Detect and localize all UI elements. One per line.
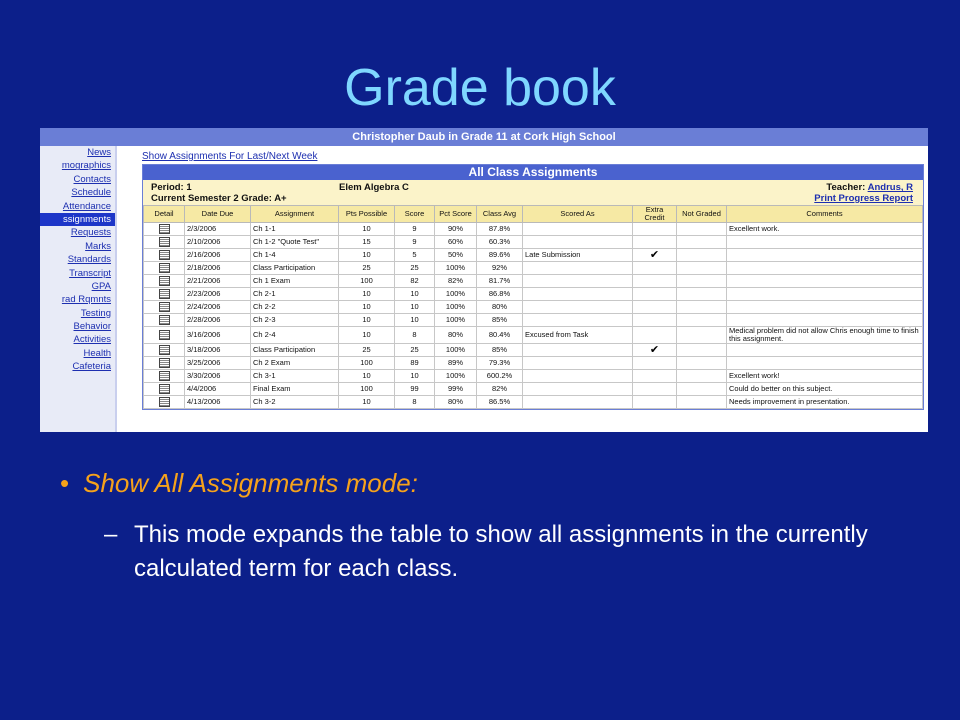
detail-icon[interactable] (159, 330, 170, 340)
detail-icon[interactable] (159, 224, 170, 234)
score-cell: 10 (395, 301, 435, 314)
not-graded-cell (677, 370, 727, 383)
detail-cell (144, 370, 185, 383)
student-header: Christopher Daub in Grade 11 at Cork High School (40, 128, 928, 146)
avg-cell: 82% (477, 383, 523, 396)
bullet-dot-icon: • (60, 468, 70, 498)
scored-as-cell (523, 236, 633, 249)
date-cell: 2/18/2006 (185, 262, 251, 275)
date-cell: 2/16/2006 (185, 249, 251, 262)
assignment-cell: Final Exam (251, 383, 339, 396)
avg-cell: 80.4% (477, 327, 523, 344)
detail-icon[interactable] (159, 302, 170, 312)
pct-cell: 80% (435, 327, 477, 344)
points-cell: 10 (339, 396, 395, 409)
detail-icon[interactable] (159, 263, 170, 273)
extra-credit-cell: ✔ (633, 344, 677, 357)
score-cell: 9 (395, 236, 435, 249)
avg-cell: 89.6% (477, 249, 523, 262)
detail-icon[interactable] (159, 237, 170, 247)
assignment-cell: Ch 1-1 (251, 223, 339, 236)
detail-icon[interactable] (159, 276, 170, 286)
detail-cell (144, 223, 185, 236)
assignments-table (143, 205, 923, 409)
detail-icon[interactable] (159, 289, 170, 299)
detail-icon[interactable] (159, 345, 170, 355)
pct-cell: 90% (435, 223, 477, 236)
sidebar-item-testing[interactable]: Testing (80, 307, 111, 319)
bullet-text: Show All Assignments mode: (83, 468, 418, 498)
pct-cell: 100% (435, 288, 477, 301)
assignment-cell: Ch 2 Exam (251, 357, 339, 370)
detail-cell (144, 383, 185, 396)
scored-as-cell: Late Submission (523, 249, 633, 262)
teacher-link[interactable]: Andrus, R (867, 182, 913, 193)
not-graded-cell (677, 223, 727, 236)
assignment-cell: Ch 2-3 (251, 314, 339, 327)
assignment-cell: Ch 2-1 (251, 288, 339, 301)
points-cell: 10 (339, 314, 395, 327)
detail-cell (144, 288, 185, 301)
comments-cell (727, 275, 923, 288)
detail-cell (144, 314, 185, 327)
not-graded-cell (677, 383, 727, 396)
table-row (144, 314, 923, 327)
pct-cell: 82% (435, 275, 477, 288)
comments-cell (727, 236, 923, 249)
assignment-cell: Ch 3-1 (251, 370, 339, 383)
column-header: Class Avg (477, 206, 523, 223)
not-graded-cell (677, 344, 727, 357)
detail-cell (144, 236, 185, 249)
scored-as-cell (523, 288, 633, 301)
points-cell: 10 (339, 288, 395, 301)
detail-cell (144, 301, 185, 314)
extra-credit-cell (633, 383, 677, 396)
date-cell: 2/21/2006 (185, 275, 251, 288)
table-row (144, 370, 923, 383)
scored-as-cell (523, 301, 633, 314)
not-graded-cell (677, 396, 727, 409)
extra-credit-cell (633, 236, 677, 249)
assignment-cell: Ch 1-4 (251, 249, 339, 262)
comments-cell: Medical problem did not allow Chris enough time to finish this assignment. (727, 327, 923, 344)
comments-cell (727, 314, 923, 327)
score-cell: 99 (395, 383, 435, 396)
main-content (142, 150, 924, 410)
not-graded-cell (677, 275, 727, 288)
teacher-info (826, 182, 913, 193)
score-cell: 82 (395, 275, 435, 288)
table-row (144, 236, 923, 249)
table-row (144, 275, 923, 288)
avg-cell: 80% (477, 301, 523, 314)
column-header: Pct Score (435, 206, 477, 223)
points-cell: 10 (339, 370, 395, 383)
avg-cell: 600.2% (477, 370, 523, 383)
pct-cell: 89% (435, 357, 477, 370)
points-cell: 15 (339, 236, 395, 249)
pct-cell: 60% (435, 236, 477, 249)
scored-as-cell (523, 370, 633, 383)
detail-cell (144, 262, 185, 275)
table-row (144, 383, 923, 396)
score-cell: 9 (395, 223, 435, 236)
sidebar-item-mographics[interactable]: mographics (61, 160, 111, 172)
table-row (144, 301, 923, 314)
assignment-cell: Class Participation (251, 344, 339, 357)
column-header: Scored As (523, 206, 633, 223)
comments-cell: Needs improvement in presentation. (727, 396, 923, 409)
pct-cell: 100% (435, 370, 477, 383)
sub-bullet (104, 518, 894, 586)
date-cell: 4/13/2006 (185, 396, 251, 409)
sidebar-item-transcript[interactable]: Transcript (69, 267, 111, 279)
extra-credit-cell (633, 301, 677, 314)
comments-cell (727, 288, 923, 301)
scored-as-cell (523, 383, 633, 396)
avg-cell: 86.5% (477, 396, 523, 409)
table-row (144, 396, 923, 409)
table-row (144, 344, 923, 357)
sidebar-item-schedule[interactable]: Schedule (71, 187, 111, 199)
pct-cell: 99% (435, 383, 477, 396)
avg-cell: 85% (477, 314, 523, 327)
detail-icon[interactable] (159, 250, 170, 260)
date-cell: 2/23/2006 (185, 288, 251, 301)
teacher-label: Teacher: (826, 182, 866, 193)
not-graded-cell (677, 236, 727, 249)
sidebar-item-gpa[interactable]: GPA (91, 280, 111, 292)
assignment-cell: Ch 2-4 (251, 327, 339, 344)
not-graded-cell (677, 288, 727, 301)
not-graded-cell (677, 249, 727, 262)
score-cell: 25 (395, 344, 435, 357)
assignments-panel (142, 164, 924, 410)
scored-as-cell (523, 223, 633, 236)
points-cell: 10 (339, 223, 395, 236)
detail-icon[interactable] (159, 358, 170, 368)
assignment-cell: Class Participation (251, 262, 339, 275)
points-cell: 25 (339, 262, 395, 275)
score-cell: 89 (395, 357, 435, 370)
comments-cell: Could do better on this subject. (727, 383, 923, 396)
date-cell: 3/30/2006 (185, 370, 251, 383)
table-row (144, 223, 923, 236)
score-cell: 5 (395, 249, 435, 262)
score-cell: 10 (395, 370, 435, 383)
not-graded-cell (677, 262, 727, 275)
column-header: Not Graded (677, 206, 727, 223)
table-row (144, 327, 923, 344)
not-graded-cell (677, 357, 727, 370)
sidebar-item-activities[interactable]: Activities (73, 334, 111, 346)
pct-cell: 100% (435, 301, 477, 314)
avg-cell: 92% (477, 262, 523, 275)
not-graded-cell (677, 314, 727, 327)
not-graded-cell (677, 301, 727, 314)
sidebar-item-news[interactable]: News (87, 147, 111, 158)
sidebar-item-ssignments[interactable]: ssignments (40, 213, 115, 226)
points-cell: 10 (339, 327, 395, 344)
detail-cell (144, 275, 185, 288)
column-header: Comments (727, 206, 923, 223)
sidebar-item-behavior[interactable]: Behavior (73, 321, 111, 333)
date-cell: 3/16/2006 (185, 327, 251, 344)
date-cell: 2/28/2006 (185, 314, 251, 327)
column-header: Date Due (185, 206, 251, 223)
sidebar-item-requests[interactable]: Requests (70, 227, 111, 239)
comments-cell: Excellent work. (727, 223, 923, 236)
print-progress-report-link[interactable]: Print Progress Report (814, 193, 913, 204)
extra-credit-cell (633, 288, 677, 301)
pct-cell: 100% (435, 344, 477, 357)
score-cell: 25 (395, 262, 435, 275)
scored-as-cell (523, 314, 633, 327)
column-header: Assignment (251, 206, 339, 223)
avg-cell: 60.3% (477, 236, 523, 249)
extra-credit-cell: ✔ (633, 249, 677, 262)
not-graded-cell (677, 327, 727, 344)
dash-icon: – (104, 521, 118, 548)
extra-credit-cell (633, 357, 677, 370)
score-cell: 10 (395, 288, 435, 301)
date-cell: 2/3/2006 (185, 223, 251, 236)
date-cell: 2/10/2006 (185, 236, 251, 249)
points-cell: 10 (339, 301, 395, 314)
detail-cell (144, 396, 185, 409)
detail-cell (144, 327, 185, 344)
pct-cell: 100% (435, 262, 477, 275)
semester-grade: Current Semester 2 Grade: A+ (151, 193, 287, 204)
date-cell: 3/18/2006 (185, 344, 251, 357)
table-header-row (144, 206, 923, 223)
extra-credit-cell (633, 327, 677, 344)
comments-cell (727, 301, 923, 314)
column-header: Extra Credit (633, 206, 677, 223)
extra-credit-cell (633, 314, 677, 327)
extra-credit-cell (633, 396, 677, 409)
detail-icon[interactable] (159, 384, 170, 394)
period-label: Period: 1 (151, 182, 192, 193)
scored-as-cell (523, 344, 633, 357)
detail-cell (144, 249, 185, 262)
assignment-cell: Ch 1 Exam (251, 275, 339, 288)
avg-cell: 86.8% (477, 288, 523, 301)
detail-icon[interactable] (159, 371, 170, 381)
points-cell: 100 (339, 383, 395, 396)
points-cell: 25 (339, 344, 395, 357)
column-header: Pts Possible (339, 206, 395, 223)
score-cell: 8 (395, 396, 435, 409)
pct-cell: 80% (435, 396, 477, 409)
comments-cell (727, 344, 923, 357)
class-info-bar (143, 180, 923, 205)
avg-cell: 79.3% (477, 357, 523, 370)
comments-cell (727, 262, 923, 275)
column-header: Score (395, 206, 435, 223)
sidebar-item-cafeteria[interactable]: Cafeteria (72, 361, 111, 373)
sidebar-nav (40, 146, 117, 432)
panel-title: All Class Assignments (143, 165, 923, 180)
sidebar-item-health[interactable]: Health (83, 347, 111, 359)
pct-cell: 50% (435, 249, 477, 262)
score-cell: 10 (395, 314, 435, 327)
table-row (144, 249, 923, 262)
scored-as-cell (523, 396, 633, 409)
gradebook-screenshot (40, 128, 928, 432)
avg-cell: 87.8% (477, 223, 523, 236)
avg-cell: 81.7% (477, 275, 523, 288)
sub-bullet-text: This mode expands the table to show all assignments in the currently calculated term for each class. (134, 521, 868, 582)
scored-as-cell (523, 275, 633, 288)
extra-credit-cell (633, 275, 677, 288)
sidebar-item-standards[interactable]: Standards (67, 254, 111, 266)
extra-credit-cell (633, 262, 677, 275)
comments-cell (727, 249, 923, 262)
sidebar-item-marks[interactable]: Marks (85, 240, 111, 252)
comments-cell: Excellent work! (727, 370, 923, 383)
assignment-cell: Ch 1-2 "Quote Test" (251, 236, 339, 249)
pct-cell: 100% (435, 314, 477, 327)
comments-cell (727, 357, 923, 370)
class-name: Elem Algebra C (339, 182, 409, 193)
detail-cell (144, 357, 185, 370)
show-assignments-link[interactable]: Show Assignments For Last/Next Week (142, 151, 318, 162)
scored-as-cell: Excused from Task (523, 327, 633, 344)
table-row (144, 288, 923, 301)
sidebar-item-contacts[interactable]: Contacts (73, 173, 111, 185)
sidebar-item-attendance[interactable]: Attendance (62, 200, 111, 212)
slide-title: Grade book (344, 59, 616, 117)
scored-as-cell (523, 357, 633, 370)
score-cell: 8 (395, 327, 435, 344)
date-cell: 2/24/2006 (185, 301, 251, 314)
table-row (144, 357, 923, 370)
detail-icon[interactable] (159, 315, 170, 325)
column-header: Detail (144, 206, 185, 223)
points-cell: 100 (339, 275, 395, 288)
extra-credit-cell (633, 223, 677, 236)
table-row (144, 262, 923, 275)
scored-as-cell (523, 262, 633, 275)
extra-credit-cell (633, 370, 677, 383)
points-cell: 10 (339, 249, 395, 262)
detail-icon[interactable] (159, 397, 170, 407)
assignment-cell: Ch 2-2 (251, 301, 339, 314)
points-cell: 100 (339, 357, 395, 370)
avg-cell: 85% (477, 344, 523, 357)
sidebar-item-rad-rqmnts[interactable]: rad Rqmnts (61, 294, 111, 306)
date-cell: 3/25/2006 (185, 357, 251, 370)
bullet-point (60, 466, 920, 500)
detail-cell (144, 344, 185, 357)
date-cell: 4/4/2006 (185, 383, 251, 396)
assignment-cell: Ch 3-2 (251, 396, 339, 409)
